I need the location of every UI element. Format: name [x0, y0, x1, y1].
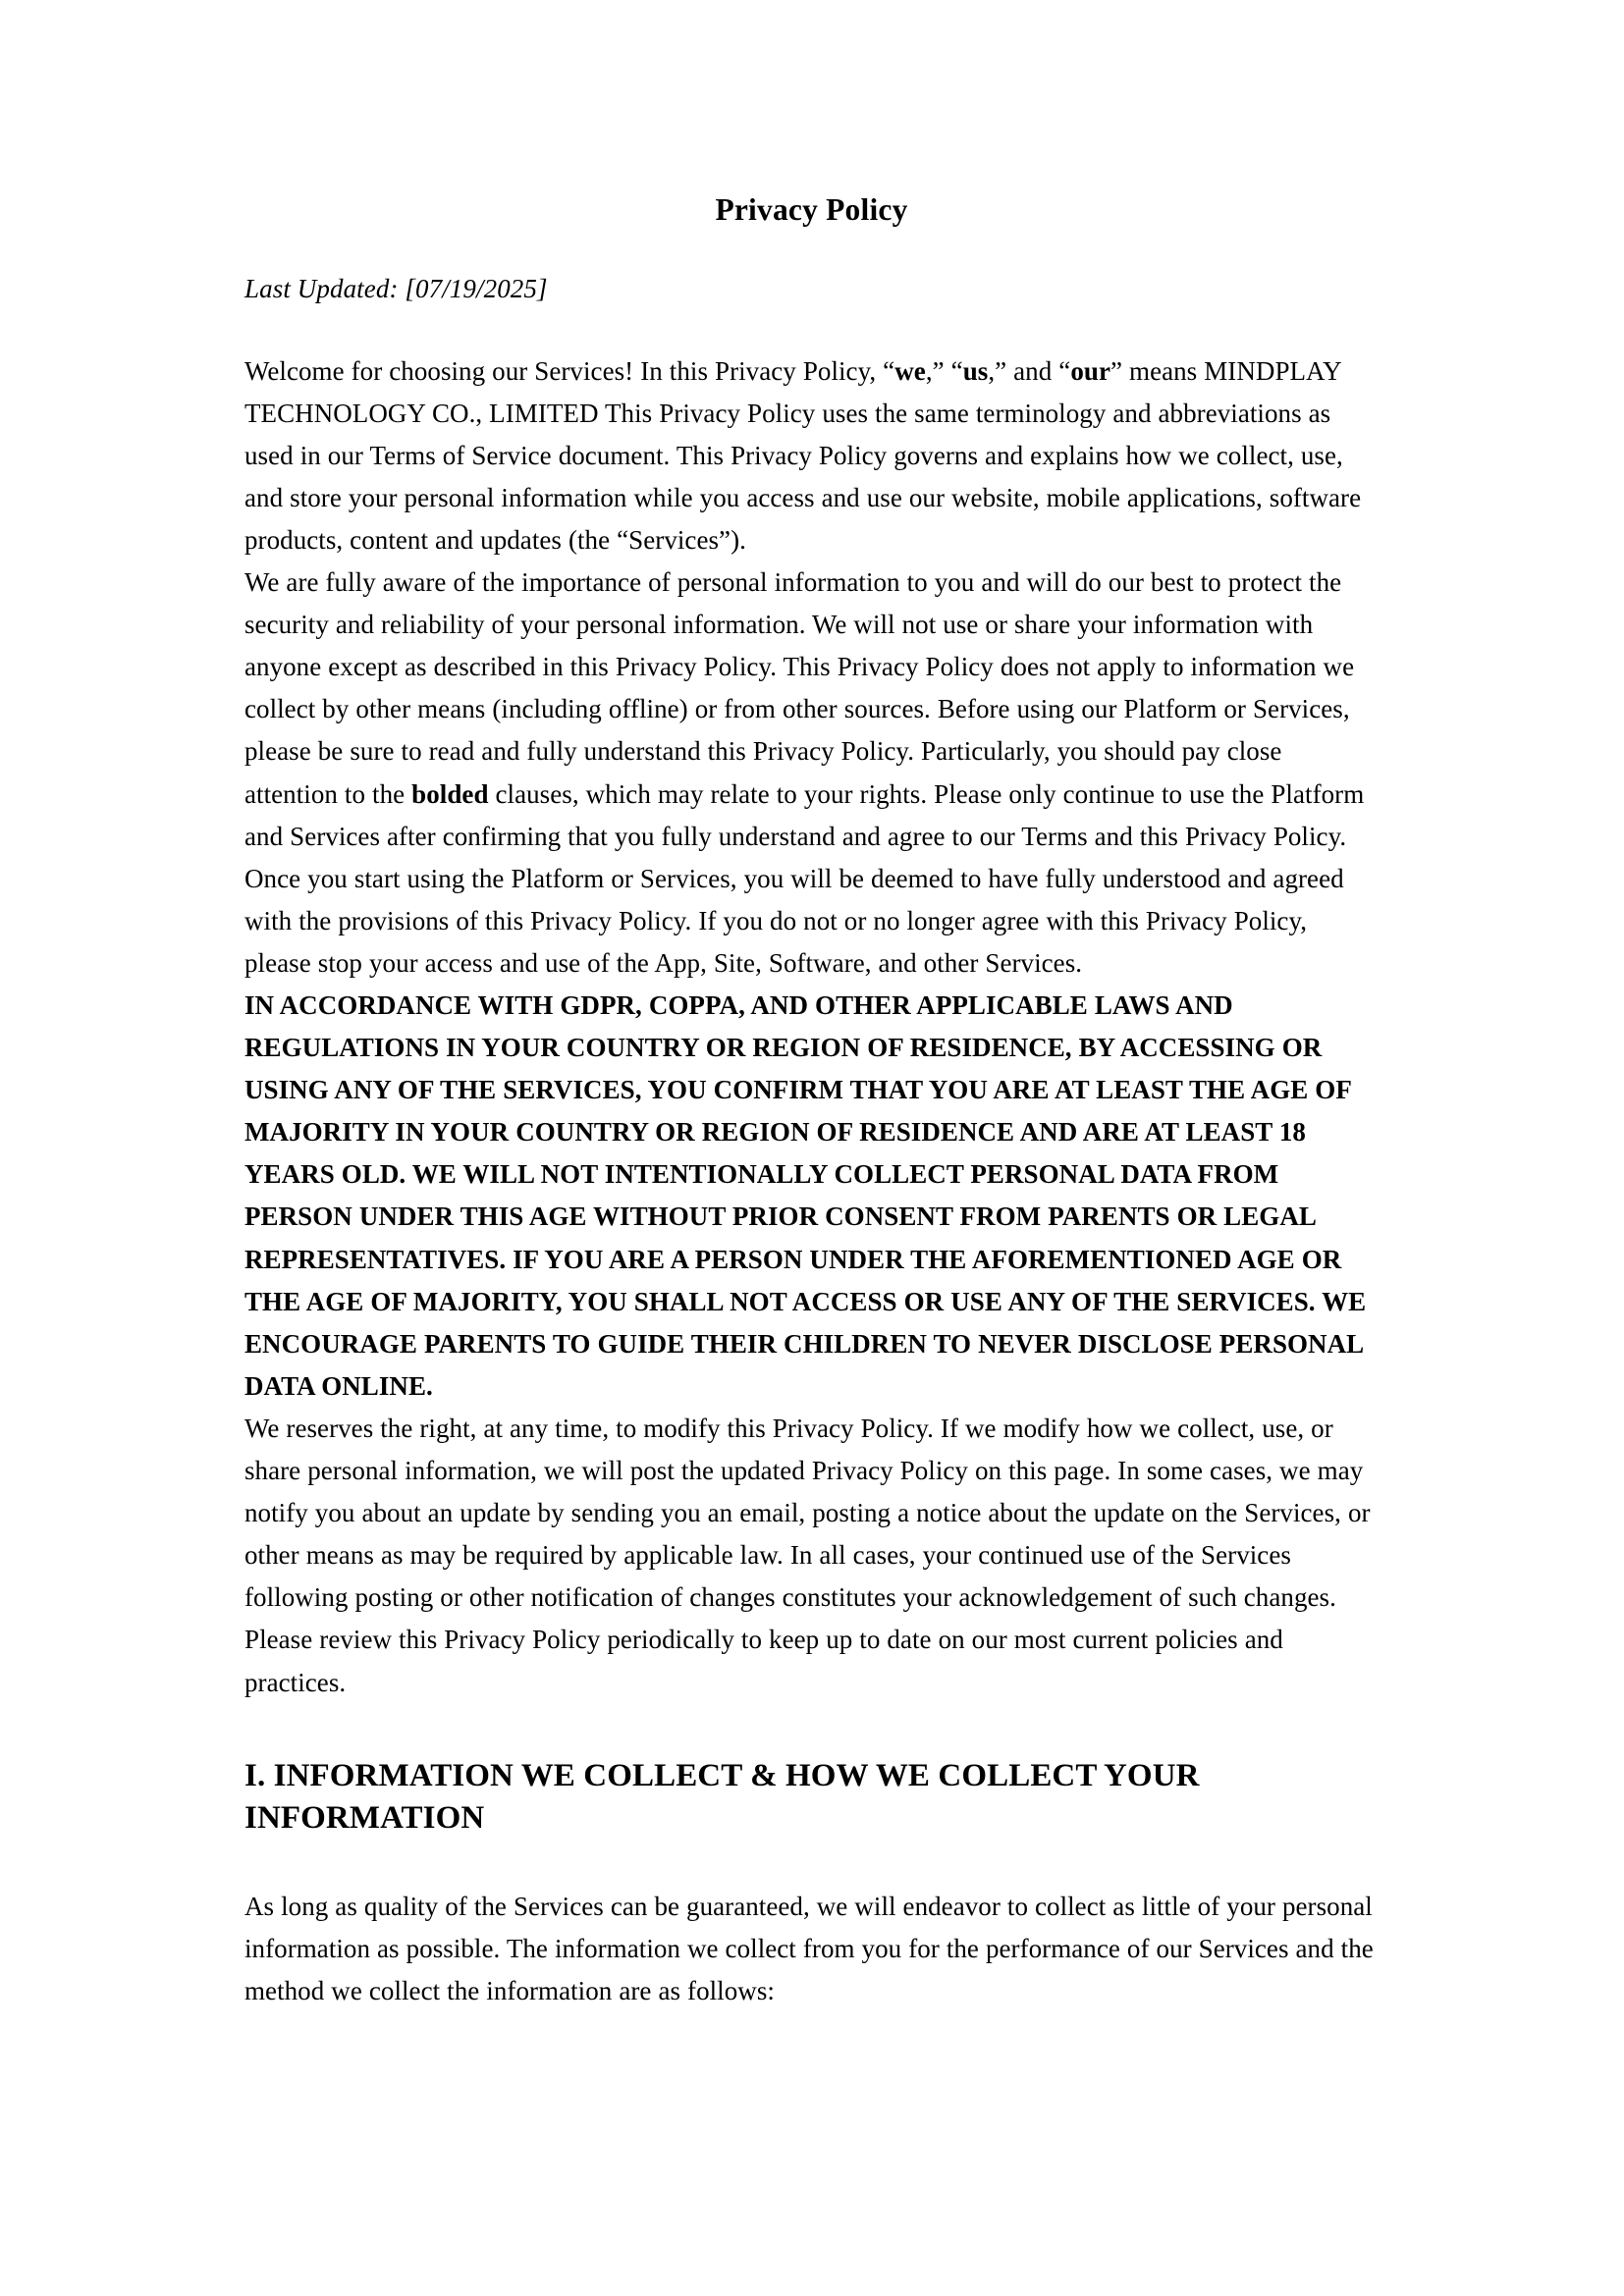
intro-text-part-3: ,” and “ [988, 355, 1071, 386]
age-restriction-notice: IN ACCORDANCE WITH GDPR, COPPA, AND OTHER APPLICABLE LAWS AND REGULATIONS IN YOUR COUNTRY OR REGION OF RESIDENCE, BY ACCESSING OR USING ANY OF THE SERVICES, YOU CONFIRM THAT YOU ARE AT LEAST THE AGE OF MAJORITY IN YOUR COUNTRY OR REGION OF RESIDENCE AND ARE AT LEAST 18 YEARS OLD. WE WILL NOT INTENTIONALLY COLLECT PERSONAL DATA FROM PERSON UNDER THIS AGE WITHOUT PRIOR CONSENT FROM PARENTS OR LEGAL REPRESENTATIVES. IF YOU ARE A PERSON UNDER THE AFOREMENTIONED AGE OR THE AGE OF MAJORITY, YOU SHALL NOT ACCESS OR USE ANY OF THE SERVICES. WE ENCOURAGE PARENTS TO GUIDE THEIR CHILDREN TO NEVER DISCLOSE PERSONAL DATA ONLINE. [244, 990, 1367, 1401]
intro-text-part-2: ,” “ [925, 355, 963, 386]
last-updated-line: Last Updated: [07/19/2025] [244, 274, 548, 304]
awareness-text-part-2: clauses, which may relate to your rights. Please only continue to use the Platform and Services after confirming that you fully understand and agree to our Terms and this Privacy Policy. Once you start using the Platform or Services, you will be deemed to have fully understood and agreed with the provisions of this Privacy Policy. If you do not or no longer agree with this Privacy Policy, please stop your access and use of the App, Site, Software, and other Services. [244, 778, 1365, 978]
bold-term-us: us [962, 355, 989, 386]
intro-text-part-4: ” means MINDPLAY TECHNOLOGY CO., LIMITED This Privacy Policy uses the same terminology and abbreviations as used in our Terms of Service document. This Privacy Policy governs and explains how we collect, use, and store your personal information while you access and use our website, mobile applications, software products, content and updates (the “Services”). [244, 355, 1362, 555]
awareness-text-part-1: We are fully aware of the importance of personal information to you and will do our best to protect the security and reliability of your personal information. We will not use or share your information with anyone except as described in this Privacy Policy. This Privacy Policy does not apply to information we collect by other means (including offline) or from other sources. Before using our Platform or Services, please be sure to read and fully understand this Privacy Policy. Particularly, you should pay close attention to the [244, 567, 1355, 809]
bold-term-bolded: bolded [411, 778, 489, 809]
page-title: Privacy Policy [715, 192, 908, 227]
bold-term-our: our [1070, 355, 1110, 386]
intro-paragraph [244, 305, 1379, 561]
intro-text-part-1: Welcome for choosing our Services! In this Privacy Policy, “ [244, 355, 895, 386]
awareness-paragraph [244, 561, 1379, 985]
section-heading-information-we-collect: I. INFORMATION WE COLLECT & HOW WE COLLECT YOUR INFORMATION [244, 1757, 1200, 1837]
modification-paragraph: We reserves the right, at any time, to modify this Privacy Policy. If we modify how we collect, use, or share personal information, we will post the updated Privacy Policy on this page. In some cases, we may notify you about an update by sending you an email, posting a notice about the update on the Services, or other means as may be required by applicable law. In all cases, your continued use of the Services following posting or other notification of changes constitutes your acknowledgement of such changes. Please review this Privacy Policy periodically to keep up to date on our most current policies and practices. [244, 1413, 1371, 1697]
bold-term-we: we [894, 355, 926, 386]
document-content [244, 0, 1379, 2012]
section-1-intro-paragraph: As long as quality of the Services can be guaranteed, we will endeavor to collect as little of your personal information as possible. The information we collect from you for the performance of our Services and the method we collect the information are as follows: [244, 1891, 1374, 2005]
